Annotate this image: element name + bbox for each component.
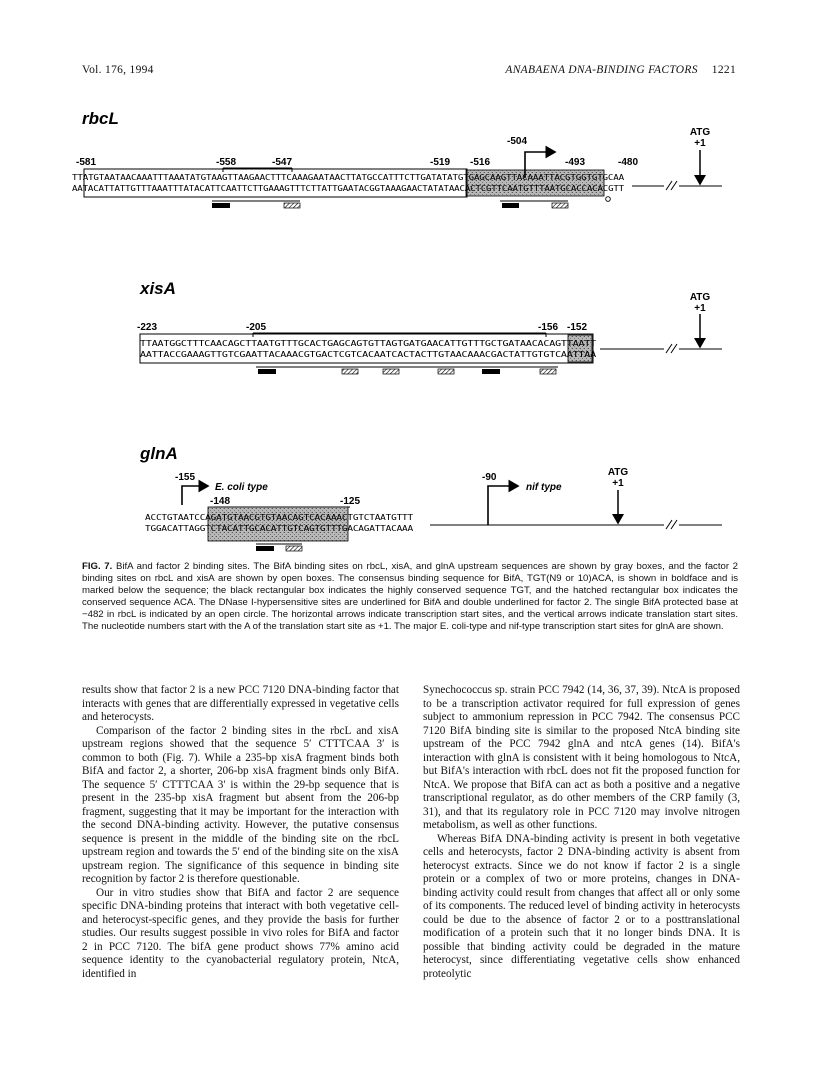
xisa-tgt-black-box-1 <box>258 369 276 374</box>
xisa-plus1-label: +1 <box>694 303 706 314</box>
rbcl-gene-label: rbcL <box>82 109 119 128</box>
glna-nif-transcription-arrow <box>488 486 518 525</box>
xisa-pos-205: -205 <box>246 322 267 333</box>
rbcl-protected-base-circle <box>606 197 611 202</box>
right-paragraph-2: Whereas BifA DNA-binding activity is present in both vegetative cells and heterocysts, factor 2 DNA-binding activity is absent from heterocyst extracts. Since we do not know if factor 2 is a single protein or a complex of two or more proteins, changes in DNA-binding activity could result from changes that affect all or only some of its components. The reduced level of binding activity in heterocysts could be due to the absence of factor 2 or to a posttranslational modification of a protein such that it no longer binds DNA. It is possible that binding activity could be degraded in the mature heterocyst, since differentiating vegetative cells show enhanced proteolytic <box>423 832 740 980</box>
glna-atg-label: ATG <box>607 467 629 478</box>
caption-figure-number: FIG. 7. <box>82 561 113 572</box>
rbcl-pos-519: -519 <box>430 157 451 168</box>
body-column-left <box>82 684 399 981</box>
glna-ecoli-type-label: E. coli type <box>215 482 268 493</box>
rbcl-sequence-bottom: AATACATTATTGTTTAAATTTATACATTCAATTCTTGAAAGTTTCTTATTGAATACGGTAAAGAACTATATAACACTCGTTCAATGTTTAATGCACCACACGTT <box>72 184 625 193</box>
glna-pos-125: -125 <box>340 496 361 507</box>
xisa-pos-152: -152 <box>567 322 588 333</box>
xisa-pos-223: -223 <box>137 322 158 333</box>
glna-break-mark-1 <box>666 520 672 529</box>
header-title-text: ANABAENA DNA-BINDING FACTORS <box>505 64 698 76</box>
rbcl-pos-558: -558 <box>216 157 237 168</box>
running-header-volume: Vol. 176, 1994 <box>82 64 154 76</box>
left-paragraph-3: Our in vitro studies show that BifA and factor 2 are sequence specific DNA-binding proteins that interact with both vegetative cell- and heterocyst-specific genes, and they provide the basis for further studies. Our results suggest possible in vivo roles for BifA and factor 2 in PCC 7120. The bifA gene product shows 77% amino acid sequence identity to the cyanobacterial regulatory protein, NtcA, identified in <box>82 886 399 980</box>
rbcl-break-mark-1 <box>666 181 672 190</box>
rbcl-sequence-top: TTATGTAATAACAAATTTAAATATGTAAGTTAAGAACTTTCAAAGAATAACTTATGCCATTTCTTGATATATGTGAGCAAGTTACAAATTACGTGGTGTGCAA <box>72 173 625 182</box>
xisa-gene-label: xisA <box>140 279 176 298</box>
glna-ecoli-transcription-arrow <box>182 486 208 505</box>
glna-nif-type-label: nif type <box>526 482 562 493</box>
rbcl-tgt-black-box <box>212 203 230 208</box>
xisa-pos-156: -156 <box>538 322 559 333</box>
xisa-sequence-bottom: AATTACCGAAAGTTGTCGAATTACAAACGTGACTCGTCACAATCACTACTTGTAACAAACGACTATTGTGTCAATTAA <box>140 350 597 359</box>
rbcl-aca-hatched-box-2 <box>552 203 568 208</box>
rbcl-pos-547: -547 <box>272 157 293 168</box>
rbcl-tgt-black-box-2 <box>502 203 519 208</box>
glna-break-mark-2 <box>671 520 677 529</box>
rbcl-break-mark-2 <box>671 181 677 190</box>
xisa-sequence-top: TTAATGGCTTTCAACAGCTTAATGTTTGCACTGAGCAGTGTTAGTGATGAACATTGTTTGCTGATAACACAGTTAATT <box>140 339 597 348</box>
right-paragraph-1: Synechococcus sp. strain PCC 7942 (14, 36, 37, 39). NtcA is proposed to be a transcription activator required for full expression of genes subject to ammonium repression in PCC 7942. The consensus PCC 7120 BifA binding site is similar to the proposed NtcA binding site upstream of the PCC 7942 glnA and ntcA genes (14). BifA's interaction with glnA is consistent with it being homologous to NtcA, but BifA's interaction with rbcL does not fit the proposed function for NtcA. We propose that BifA can act as both a positive and a negative transcriptional regulator, as do other members of the CRP family (3, 31), and that its regulatory role in PCC 7120 may involve nitrogen metabolism, as well as other functions. <box>423 684 740 831</box>
page-number: 1221 <box>711 64 736 76</box>
figure-caption <box>82 561 738 633</box>
rbcl-pos-504: -504 <box>507 136 528 147</box>
caption-text: BifA and factor 2 binding sites. The BifA binding sites on rbcL, xisA, and glnA upstream sequences are shown by gray boxes, and the factor 2 binding sites on rbcL and xisA are shown by open boxes. The consensus binding sequence for BifA, TGT(N9 or 10)ACA, is shown in boldface and is marked below the sequence; the black rectangular box indicates the highly conserved sequence TGT, and the hatched rectangular box indicates the conserved sequence ACA. The DNase I-hypersensitive sites are underlined for BifA and double underlined for factor 2. The single BifA protected base at −482 in rbcL is indicated by an open circle. The horizontal arrows indicate transcription start sites, and the vertical arrows indicate translation start sites. The nucleotide numbers start with the A of the translation start site as +1. The major E. coli-type and nif-type transcription start sites for glnA are shown. <box>82 561 739 632</box>
glna-tgt-black-box <box>256 546 274 551</box>
rbcl-pos-480: -480 <box>618 157 639 168</box>
body-column-right <box>423 684 740 981</box>
left-paragraph-2: Comparison of the factor 2 binding sites in the rbcL and xisA upstream regions showed that the sequence 5′ CTTTCAA 3′ is common to both (Fig. 7). While a 235-bp xisA fragment binds both BifA and factor 2, a shorter, 206-bp xisA fragment binds only BifA. The sequence 5′ CTTTCAA 3′ is within the 29-bp sequence that is present in the 235-bp xisA fragment but absent from the 206-bp fragment, suggesting that it may be important for the interaction with the second DNA-binding activity. However, the putative consensus sequence is present in the middle of the binding site on the rbcL upstream region and towards the 5′ end of the binding site on the xisA upstream region. The significance of this sequence in binding site recognition by factor 2 is therefore questionable. <box>82 724 399 885</box>
rbcl-pos-581: -581 <box>76 157 97 168</box>
rbcl-pos-493: -493 <box>565 157 586 168</box>
glna-pos-90: -90 <box>482 472 497 483</box>
xisa-break-mark-2 <box>671 344 677 353</box>
left-paragraph-1: results show that factor 2 is a new PCC 7120 DNA-binding factor that interacts with genes that are differentially expressed in vegetative cells and heterocysts. <box>82 684 399 723</box>
rbcl-atg-label: ATG <box>689 127 711 138</box>
glna-sequence-top: ACCTGTAATCCAGATGTAACGTGTAACAGTCACAAACTGTCTAATGTTT <box>145 513 414 522</box>
glna-pos-155: -155 <box>175 472 196 483</box>
xisa-aca-hatched-box-1 <box>342 369 358 374</box>
rbcl-pos-516: -516 <box>470 157 491 168</box>
xisa-break-mark-1 <box>666 344 672 353</box>
xisa-aca-hatched-box-3 <box>438 369 454 374</box>
glna-sequence-bottom: TGGACATTAGGTCTACATTGCACATTGTCAGTGTTTGACAGATTACAAA <box>145 524 414 533</box>
xisa-aca-hatched-box-4 <box>540 369 556 374</box>
glna-gene-label: glnA <box>140 444 178 463</box>
xisa-atg-label: ATG <box>689 292 711 303</box>
glna-pos-148: -148 <box>210 496 231 507</box>
glna-aca-hatched-box <box>286 546 302 551</box>
xisa-tgt-black-box-2 <box>482 369 500 374</box>
rbcl-aca-hatched-box <box>284 203 300 208</box>
glna-plus1-label: +1 <box>612 478 624 489</box>
rbcl-plus1-label: +1 <box>694 138 706 149</box>
xisa-aca-hatched-box-2 <box>383 369 399 374</box>
